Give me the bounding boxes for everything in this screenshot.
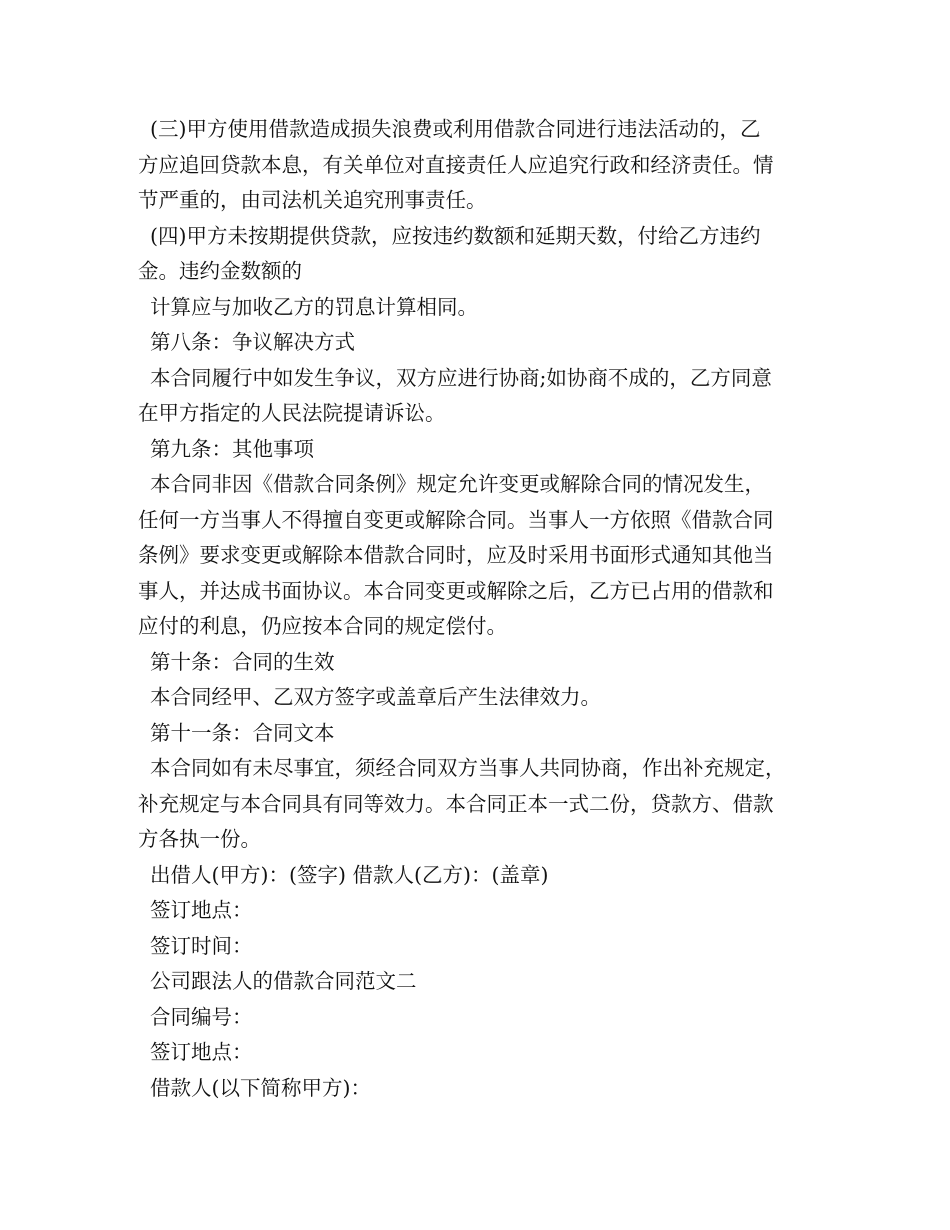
section-heading: 第十一条：合同文本 <box>150 720 335 745</box>
text-line: 条例》要求变更或解除本借款合同时，应及时采用书面形式通知其他当 <box>138 543 774 567</box>
contract-number-label: 合同编号： <box>150 1004 253 1029</box>
text-line: 事人，并达成书面协议。本合同变更或解除之后，乙方已占用的借款和 <box>138 578 774 603</box>
text-line: 应付的利息，仍应按本合同的规定偿付。 <box>138 614 507 638</box>
text-line: 任何一方当事人不得擅自变更或解除合同。当事人一方依照《借款合同 <box>138 507 774 532</box>
text-line: 本合同非因《借款合同条例》规定允许变更或解除合同的情况发生， <box>150 472 765 496</box>
section-heading: 第十条：合同的生效 <box>150 649 335 674</box>
signing-place-label: 签订地点： <box>150 1040 253 1064</box>
text-line: 本合同经甲、乙双方签字或盖章后产生法律效力。 <box>150 685 601 709</box>
text-line: 在甲方指定的人民法院提请诉讼。 <box>138 401 446 425</box>
signing-place-label: 签订地点： <box>150 898 253 922</box>
text-line: 金。违约金数额的 <box>138 259 302 283</box>
sample-title: 公司跟法人的借款合同范文二 <box>150 969 417 993</box>
text-line: 计算应与加收乙方的罚息计算相同。 <box>150 294 478 319</box>
text-line: (三)甲方使用借款造成损失浪费或利用借款合同进行违法活动的，乙 <box>150 117 761 141</box>
text-line: 节严重的，由司法机关追究刑事责任。 <box>138 188 487 212</box>
borrower-label: 借款人(以下简称甲方)： <box>150 1075 371 1100</box>
text-line: 本合同履行中如发生争议，双方应进行协商;如协商不成的，乙方同意 <box>150 365 772 390</box>
section-heading: 第八条：争议解决方式 <box>150 330 355 354</box>
signature-line: 出借人(甲方)：(签字) 借款人(乙方)：(盖章) <box>150 862 549 887</box>
text-line: (四)甲方未按期提供贷款，应按违约数额和延期天数，付给乙方违约 <box>150 223 761 248</box>
section-heading: 第九条：其他事项 <box>150 436 314 461</box>
signing-time-label: 签订时间： <box>150 933 253 958</box>
document-page <box>138 112 838 1106</box>
text-line: 方各执一份。 <box>138 827 261 851</box>
text-line: 方应追回贷款本息，有关单位对直接责任人应追究行政和经济责任。情 <box>138 152 774 177</box>
text-line: 本合同如有未尽事宜，须经合同双方当事人共同协商，作出补充规定， <box>150 756 786 780</box>
text-line: 补充规定与本合同具有同等效力。本合同正本一式二份，贷款方、借款 <box>138 791 774 816</box>
